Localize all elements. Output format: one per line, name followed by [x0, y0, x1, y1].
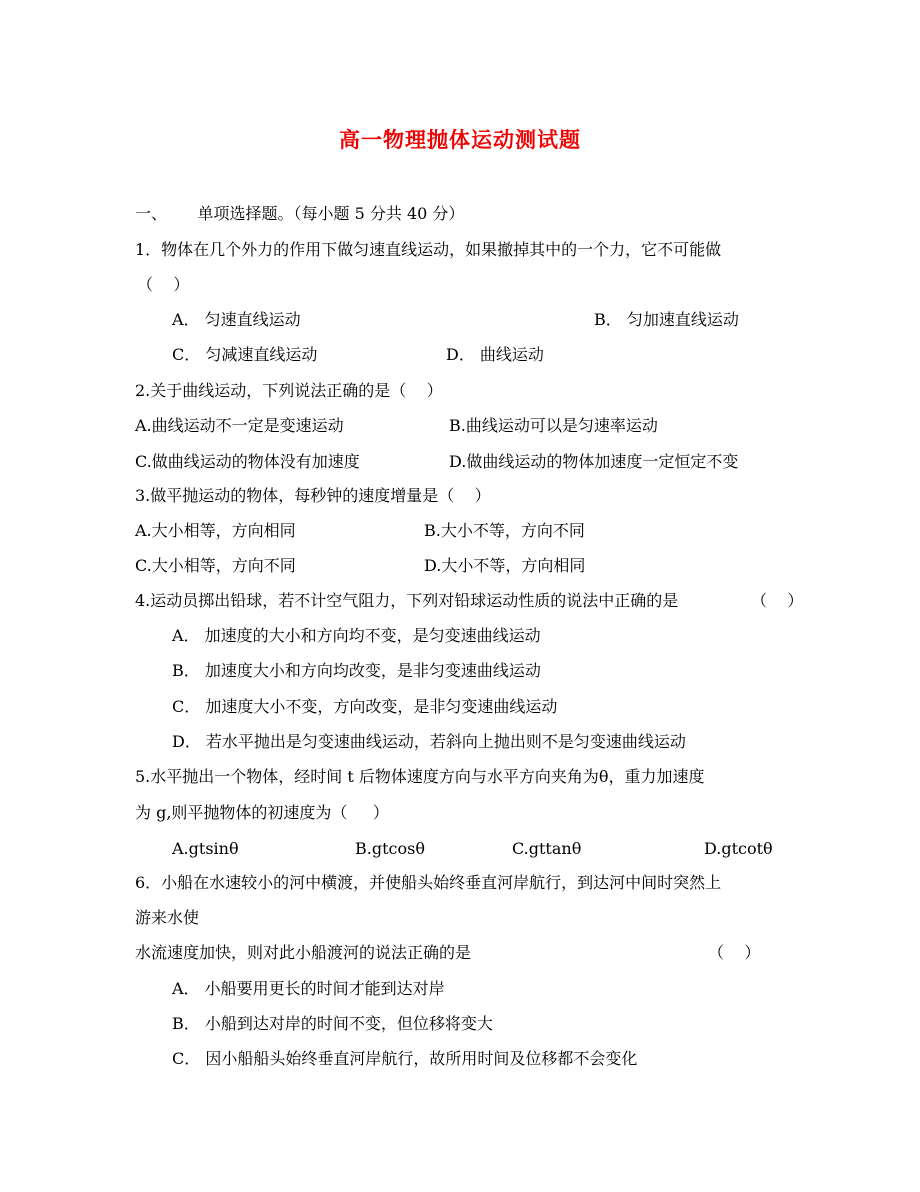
- question-2-option-d: D.做曲线运动的物体加速度一定恒定不变: [449, 452, 739, 471]
- question-6-answer-blank: （ ）: [708, 943, 761, 962]
- question-3-option-a: A.大小相等，方向相同: [135, 521, 296, 540]
- question-4-option-c: C． 加速度大小不变，方向改变，是非匀变速曲线运动: [172, 697, 558, 716]
- question-2-option-b: B.曲线运动可以是匀速率运动: [449, 416, 658, 435]
- question-2-option-a: A.曲线运动不一定是变速运动: [135, 416, 344, 435]
- question-6-stem-line-1: 6．小船在水速较小的河中横渡，并使船头始终垂直河岸航行，到达河中间时突然上: [135, 873, 722, 892]
- question-4-option-d: D． 若水平抛出是匀变速曲线运动，若斜向上抛出则不是匀变速曲线运动: [172, 732, 686, 751]
- section-heading: 一、 单项选择题。（每小题 5 分共 40 分）: [135, 204, 465, 223]
- question-4-stem: 4.运动员掷出铅球，若不计空气阻力，下列对铅球运动性质的说法中正确的是: [135, 591, 679, 610]
- question-5-option-d: D.gtcotθ: [704, 839, 773, 858]
- question-6-option-b: B． 小船到达对岸的时间不变，但位移将变大: [172, 1014, 493, 1033]
- question-3-stem: 3.做平抛运动的物体，每秒钟的速度增量是（ ）: [135, 486, 491, 505]
- question-5-stem-line-1: 5.水平抛出一个物体，经时间 t 后物体速度方向与水平方向夹角为θ，重力加速度: [135, 767, 705, 786]
- question-5-option-a: A.gtsinθ: [172, 839, 239, 858]
- question-1-option-b: B． 匀加速直线运动: [594, 310, 739, 329]
- question-5-option-c: C.gttanθ: [512, 839, 582, 858]
- question-1-option-c: C． 匀减速直线运动: [172, 345, 318, 364]
- question-2-option-c: C.做曲线运动的物体没有加速度: [135, 452, 360, 471]
- question-6-stem-line-2: 游来水使: [135, 908, 200, 927]
- question-3-option-d: D.大小不等，方向相同: [424, 556, 586, 575]
- question-6-stem-line-3: 水流速度加快，则对此小船渡河的说法正确的是: [135, 943, 472, 962]
- question-6-option-c: C． 因小船船头始终垂直河岸航行，故所用时间及位移都不会变化: [172, 1049, 638, 1068]
- question-3-option-b: B.大小不等，方向不同: [424, 521, 585, 540]
- question-5-option-b: B.gtcosθ: [355, 839, 425, 858]
- question-3-option-c: C.大小相等，方向不同: [135, 556, 296, 575]
- question-1-answer-blank: （ ）: [137, 275, 190, 294]
- question-4-option-a: A． 加速度的大小和方向均不变，是匀变速曲线运动: [172, 626, 541, 645]
- question-2-stem: 2.关于曲线运动，下列说法正确的是（ ）: [135, 381, 443, 400]
- question-1-option-a: A． 匀速直线运动: [172, 310, 301, 329]
- question-4-answer-blank: （ ）: [751, 591, 804, 610]
- document-title: 高一物理抛体运动测试题: [339, 127, 581, 152]
- question-1-stem: 1．物体在几个外力的作用下做匀速直线运动，如果撤掉其中的一个力，它不可能做: [135, 240, 722, 259]
- question-5-stem-line-2: 为 g,则平抛物体的初速度为（ ）: [135, 803, 389, 822]
- question-1-option-d: D． 曲线运动: [446, 345, 544, 364]
- question-4-option-b: B． 加速度大小和方向均改变，是非匀变速曲线运动: [172, 661, 541, 680]
- question-6-option-a: A． 小船要用更长的时间才能到达对岸: [172, 979, 445, 998]
